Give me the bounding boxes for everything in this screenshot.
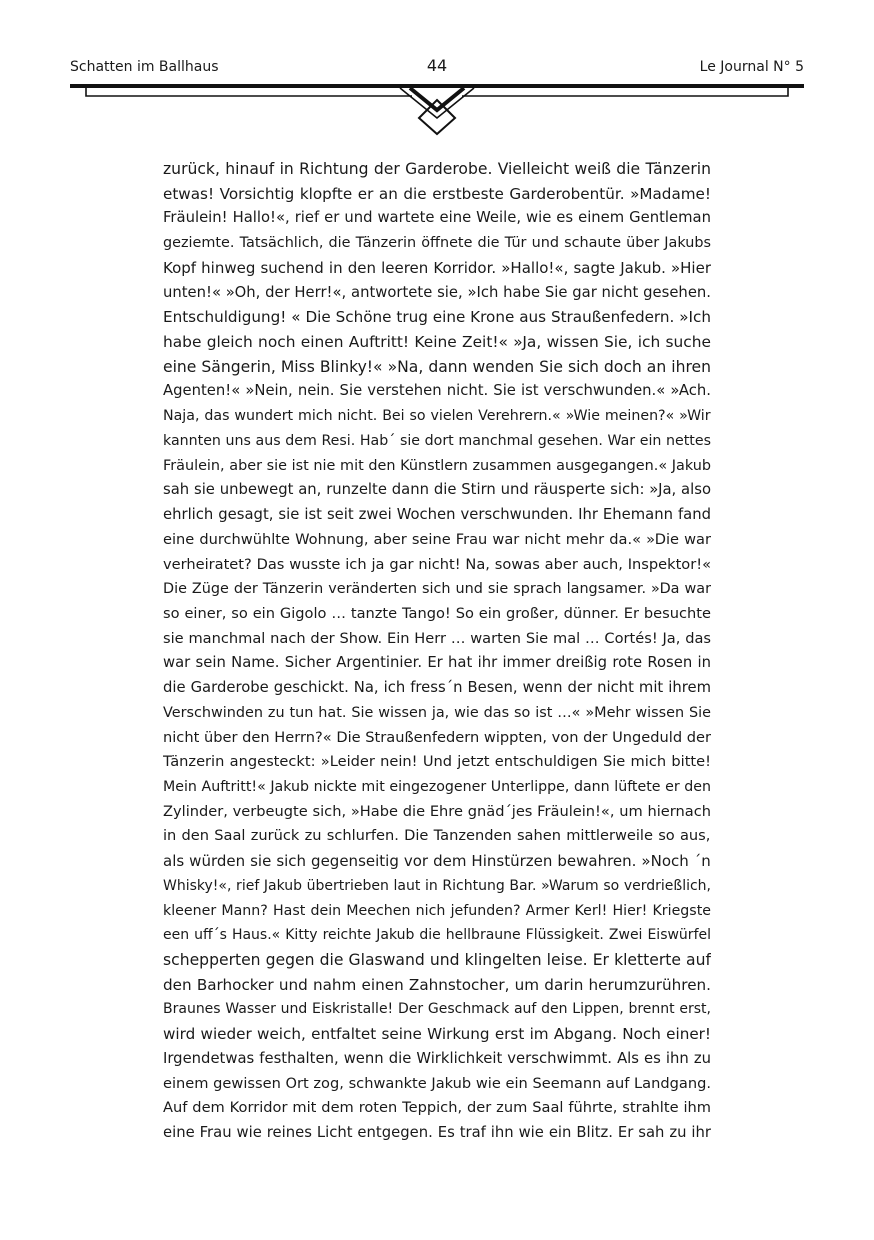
text-line: schepperten gegen die Glaswand und klingelten leise. Er kletterte auf	[163, 951, 711, 969]
text-line: so einer, so ein Gigolo … tanzte Tango! So ein großer, dünner. Er besuchte	[163, 604, 711, 622]
body-text	[163, 157, 711, 1146]
text-line: etwas! Vorsichtig klopfte er an die erstbeste Garderobentür. »Madame!	[163, 184, 711, 203]
text-line: Fräulein! Hallo!«, rief er und wartete eine Weile, wie es einem Gentleman	[163, 209, 711, 227]
text-line: Fräulein, aber sie ist nie mit den Künstlern zusammen ausgegangen.« Jakub	[163, 457, 711, 474]
header-rule-thin-left	[86, 88, 412, 96]
ornament-chevron-outline	[400, 88, 474, 118]
text-line: wird wieder weich, entfaltet seine Wirkung erst im Abgang. Noch einer!	[163, 1025, 711, 1044]
text-line: een uff´s Haus.« Kitty reichte Jakub die hellbraune Flüssigkeit. Zwei Eiswürfel	[163, 927, 711, 944]
text-line: Naja, das wundert mich nicht. Bei so vielen Verehrern.« »Wie meinen?« »Wir	[163, 408, 711, 425]
text-line: Braunes Wasser und Eiskristalle! Der Geschmack auf den Lippen, brennt erst,	[163, 1001, 711, 1018]
text-line: nicht über den Herrn?« Die Straußenfedern wippten, von der Ungeduld der	[163, 728, 711, 746]
text-line: in den Saal zurück zu schlurfen. Die Tanzenden sahen mittlerweile so aus,	[163, 827, 711, 845]
text-line: Tänzerin angesteckt: »Leider nein! Und jetzt entschuldigen Sie mich bitte!	[163, 753, 711, 771]
text-line: eine Frau wie reines Licht entgegen. Es traf ihn wie ein Blitz. Er sah zu ihr	[163, 1124, 711, 1142]
text-line: Entschuldigung! « Die Schöne trug eine Krone aus Straußenfedern. »Ich	[163, 308, 711, 327]
text-line: Zylinder, verbeugte sich, »Habe die Ehre gnäd´jes Fräulein!«, um hiernach	[163, 802, 711, 820]
text-line: verheiratet? Das wusste ich ja gar nicht! Na, sowas aber auch, Inspektor!«	[163, 555, 711, 573]
text-line: eine Sängerin, Miss Blinky!« »Na, dann wenden Sie sich doch an ihren	[163, 357, 711, 376]
text-line: kleener Mann? Hast dein Meechen nich jefunden? Armer Kerl! Hier! Kriegste	[163, 902, 711, 919]
text-line: Whisky!«, rief Jakub übertrieben laut in Richtung Bar. »Warum so verdrießlich,	[163, 877, 711, 894]
text-line: den Barhocker und nahm einen Zahnstocher, um darin herumzurühren.	[163, 975, 711, 994]
running-title-left: Schatten im Ballhaus	[70, 59, 219, 75]
header-ornament	[0, 0, 874, 140]
text-line: eine durchwühlte Wohnung, aber seine Frau war nicht mehr da.« »Die war	[163, 530, 711, 548]
text-line: einem gewissen Ort zog, schwankte Jakub wie ein Seemann auf Landgang.	[163, 1074, 711, 1092]
text-line: Auf dem Korridor mit dem roten Teppich, der zum Saal führte, strahlte ihm	[163, 1099, 711, 1117]
text-line: Agenten!« »Nein, nein. Sie verstehen nicht. Sie ist verschwunden.« »Ach.	[163, 382, 711, 400]
text-line: unten!« »Oh, der Herr!«, antwortete sie, »Ich habe Sie gar nicht gesehen.	[163, 283, 711, 301]
text-line: Kopf hinweg suchend in den leeren Korridor. »Hallo!«, sagte Jakub. »Hier	[163, 258, 711, 277]
text-line: Mein Auftritt!« Jakub nickte mit eingezogener Unterlippe, dann lüftete er den	[163, 778, 711, 795]
text-line: geziemte. Tatsächlich, die Tänzerin öffnete die Tür und schaute über Jakubs	[163, 235, 711, 252]
text-line: als würden sie sich gegenseitig vor dem Hinstürzen bewahren. »Noch ´n	[163, 852, 711, 871]
page-header	[0, 0, 874, 140]
page-number: 44	[426, 56, 448, 75]
running-title-right: Le Journal N° 5	[699, 59, 804, 75]
text-line: ehrlich gesagt, sie ist seit zwei Wochen verschwunden. Ihr Ehemann fand	[163, 506, 711, 524]
text-line: war sein Name. Sicher Argentinier. Er hat ihr immer dreißig rote Rosen in	[163, 654, 711, 672]
text-line: sie manchmal nach der Show. Ein Herr … warten Sie mal … Cortés! Ja, das	[163, 629, 711, 647]
text-line: sah sie unbewegt an, runzelte dann die Stirn und räusperte sich: »Ja, also	[163, 481, 711, 499]
text-line: zurück, hinauf in Richtung der Garderobe. Vielleicht weiß die Tänzerin	[163, 160, 711, 178]
text-line: kannten uns aus dem Resi. Hab´ sie dort manchmal gesehen. War ein nettes	[163, 432, 711, 449]
text-line: Irgendetwas festhalten, wenn die Wirklichkeit verschwimmt. Als es ihn zu	[163, 1049, 711, 1067]
text-line: die Garderobe geschickt. Na, ich fress´n Besen, wenn der nicht mit ihrem	[163, 679, 711, 697]
header-rule-thin-right	[462, 88, 788, 96]
text-line: habe gleich noch einen Auftritt! Keine Zeit!« »Ja, wissen Sie, ich suche	[163, 333, 711, 352]
text-line: Die Züge der Tänzerin veränderten sich und sie sprach langsamer. »Da war	[163, 581, 711, 598]
text-line: Verschwinden zu tun hat. Sie wissen ja, wie das so ist …« »Mehr wissen Sie	[163, 704, 711, 721]
